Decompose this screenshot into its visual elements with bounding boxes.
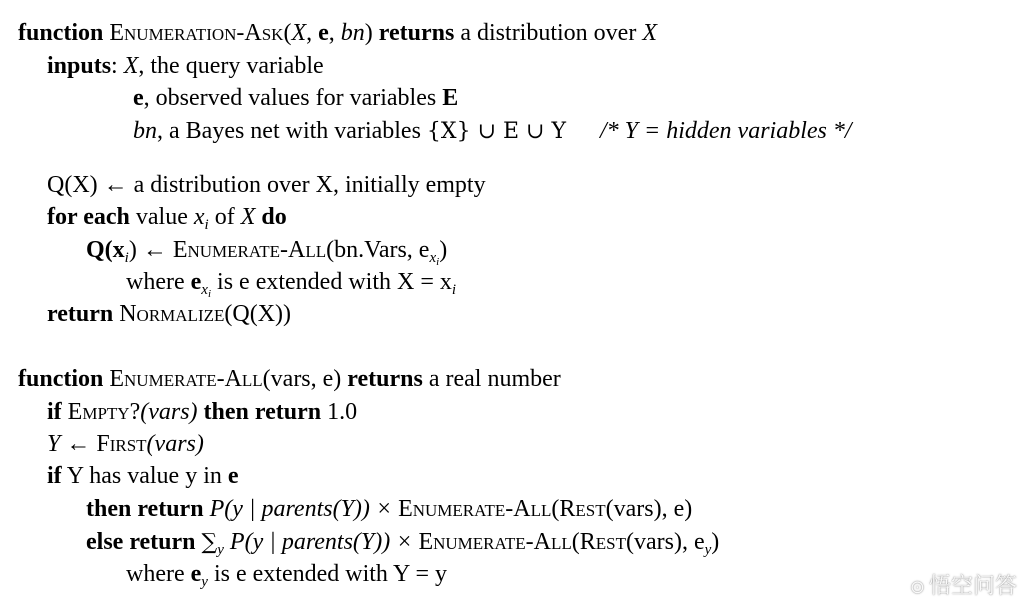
where-line-2 — [126, 559, 447, 597]
where-line: where $e_{x_i}$ is e extended with $X = x_i$ — [126, 269, 457, 300]
return-desc: a real number — [428, 366, 561, 392]
assign-line: $Q(x_i)$ ← Enumerate-All(bn.Vars, $e_{x_i}$) — [86, 237, 448, 268]
var-xi: x — [193, 204, 205, 230]
keyword-returns: returns — [347, 366, 423, 392]
input-x: X — [123, 53, 139, 79]
q-init: Q(X) ← a distribution over X, initially empty — [47, 172, 486, 198]
return-normalize-line — [47, 299, 291, 329]
keyword-function: function — [18, 20, 104, 46]
inputs-line-3 — [133, 116, 852, 147]
function-name: Enumeration-Ask — [109, 20, 284, 46]
paren: ) — [364, 20, 373, 46]
where-word: where — [126, 561, 185, 587]
assign-arrow: ) ← — [128, 237, 173, 263]
keyword-else-return: else return — [86, 529, 196, 555]
assign-args: (bn.Vars, e — [326, 237, 430, 263]
where-rest: is e extended with Y = y — [213, 561, 448, 587]
watermark-logo-icon: ⊙ — [909, 577, 925, 598]
function-name: Enumerate-All — [109, 366, 263, 392]
for-each-line: for each value $x_i$ of X do — [47, 204, 287, 233]
evidence-e: e — [227, 463, 239, 489]
empty-args: (vars) — [140, 399, 198, 425]
fn-enumerate-all: Enumerate-All — [172, 237, 327, 263]
inputs-line-2 — [133, 83, 458, 113]
return-value: 1.0 — [327, 399, 358, 425]
fn-normalize: Normalize — [119, 301, 225, 327]
keyword-inputs: inputs — [47, 53, 112, 79]
comment: /* Y = hidden variables */ — [600, 118, 852, 144]
fn-empty: Empty? — [67, 399, 141, 425]
return-x: X — [642, 20, 657, 46]
arg-bn: bn — [340, 20, 365, 46]
if-condition: Y has value y in — [66, 463, 222, 489]
where-rest: is e extended with X = x — [217, 269, 452, 295]
var-x: X — [240, 204, 256, 230]
e-y: e — [190, 561, 202, 587]
fn-rest: Rest — [579, 529, 626, 555]
return-desc: a distribution over — [460, 20, 637, 46]
keyword-returns: returns — [378, 20, 455, 46]
watermark — [910, 569, 1017, 600]
sum-sub: y — [217, 542, 224, 558]
else-return-line: else return $\sum_y$ P(y | parents(Y)) × Enumerate-All(Rest(vars), $e_y$) — [86, 529, 720, 558]
inputs-line-1: inputs: X, the query variable — [47, 53, 324, 79]
variable-set: {X} ∪ E ∪ Y — [426, 119, 567, 144]
keyword-return: return — [47, 301, 114, 327]
keyword-if: if — [47, 463, 62, 489]
rest-args: (vars), e — [626, 529, 705, 555]
keyword-then-return: then return — [86, 496, 204, 522]
if-empty-line — [47, 397, 357, 427]
input-bn: bn — [133, 118, 157, 144]
input-e-desc: , observed values for variables — [143, 85, 437, 111]
for-text: value — [135, 204, 188, 230]
prob-expr: P(y | parents(Y)) × — [209, 496, 399, 522]
fn-enumerate-all: Enumerate-All — [398, 496, 552, 522]
keyword-if: if — [47, 399, 62, 425]
keyword-then-return: then return — [203, 399, 322, 425]
e-y-sub: y — [201, 574, 208, 590]
normalize-args: (Q(X)) — [224, 301, 292, 327]
prob-expr: P(y | parents(Y)) × — [223, 529, 419, 555]
input-e-set: E — [442, 85, 459, 111]
paren: ( — [283, 20, 292, 46]
input-e: e — [133, 85, 144, 111]
rest-args: (vars), e) — [605, 496, 693, 522]
fn-enumerate-all: Enumerate-All — [418, 529, 572, 555]
for-of: of — [214, 204, 235, 230]
keyword-for-each: for each — [47, 204, 130, 230]
y-first-line — [47, 429, 204, 459]
y-assign: Y ← — [47, 431, 97, 457]
keyword-do: do — [261, 204, 287, 230]
e-xi: e — [190, 269, 202, 295]
keyword-function: function — [18, 366, 104, 392]
function-args: (vars, e) — [262, 366, 342, 392]
enumeration-ask-header: function Enumeration-Ask(X, e, bn) returns a distribution over X — [18, 20, 657, 46]
q-xi: Q(x — [86, 237, 125, 263]
arg-e: e — [318, 20, 329, 46]
input-x-desc: , the query variable — [138, 53, 324, 79]
watermark-text: 悟空问答 — [928, 574, 1017, 599]
e-sub: y — [704, 542, 712, 558]
q-init-line — [47, 170, 486, 200]
paren: ( — [551, 496, 560, 522]
enumerate-all-header — [18, 364, 561, 394]
fn-first: First — [96, 431, 147, 457]
sum-symbol: ∑ — [201, 530, 218, 555]
then-return-line — [86, 494, 692, 524]
first-args: (vars) — [146, 431, 204, 457]
where-word: where — [126, 269, 185, 295]
input-bn-desc: , a Bayes net with variables — [157, 118, 421, 144]
if-has-value-line — [47, 461, 239, 491]
arg-x: X — [291, 20, 307, 46]
fn-rest: Rest — [559, 496, 606, 522]
